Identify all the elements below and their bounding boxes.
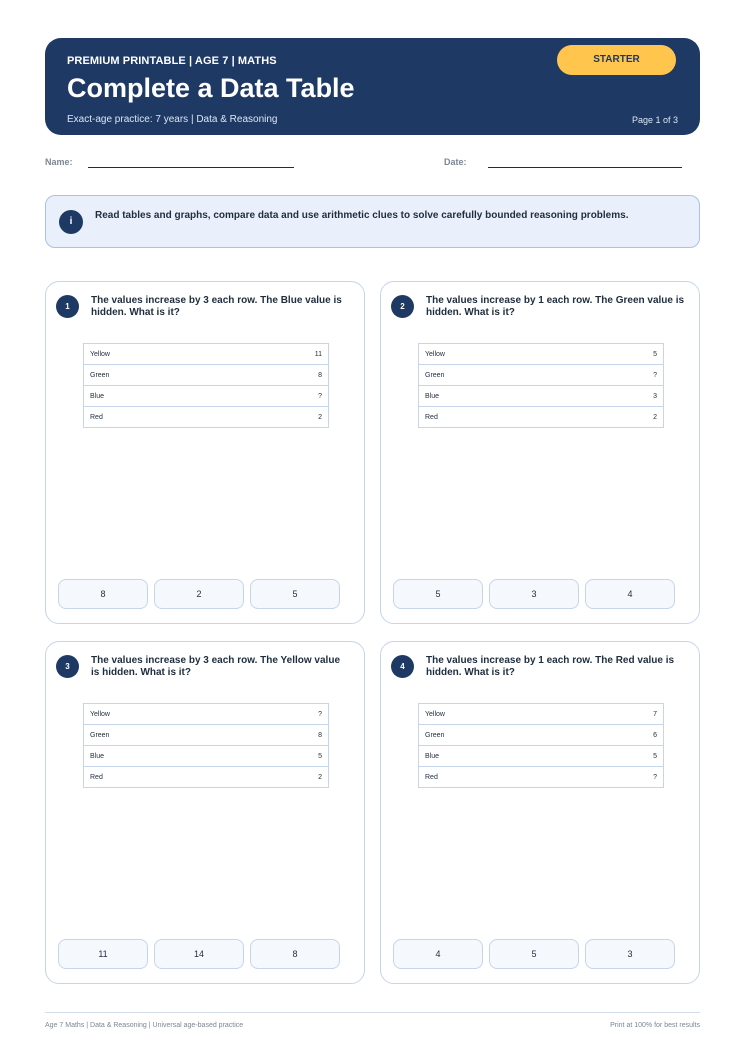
answer-option[interactable]: 5 [393, 579, 483, 609]
question-text: The values increase by 1 each row. The Red value is hidden. What is it? [426, 655, 675, 678]
row-value: 8 [236, 365, 329, 386]
answer-option[interactable]: 2 [154, 579, 244, 609]
row-label: Green [419, 725, 582, 746]
row-value: 6 [581, 725, 663, 746]
date-label: Date: [444, 157, 467, 167]
data-table [83, 343, 329, 428]
row-label: Yellow [84, 704, 247, 725]
answer-options [58, 579, 341, 609]
row-label: Green [84, 365, 236, 386]
question-number: 2 [391, 295, 414, 318]
row-label: Red [419, 767, 582, 788]
table-row [84, 407, 329, 428]
question-number: 3 [56, 655, 79, 678]
table-row [419, 407, 664, 428]
answer-options [58, 939, 341, 969]
question-number: 4 [391, 655, 414, 678]
row-value: 11 [236, 344, 329, 365]
question-number: 1 [56, 295, 79, 318]
data-table [418, 703, 664, 788]
question-card [380, 281, 700, 624]
question-card [45, 641, 365, 984]
answer-option[interactable]: 4 [393, 939, 483, 969]
question-text: The values increase by 1 each row. The Green value is hidden. What is it? [426, 295, 685, 318]
data-table [83, 703, 329, 788]
table-row [84, 386, 329, 407]
row-value: 5 [246, 746, 328, 767]
table-row [419, 725, 664, 746]
row-label: Blue [84, 386, 236, 407]
row-value: 7 [581, 704, 663, 725]
name-label: Name: [45, 157, 73, 167]
info-icon: i [59, 210, 83, 234]
row-value: 5 [581, 344, 663, 365]
table-row [84, 704, 329, 725]
row-value: 5 [581, 746, 663, 767]
table-row [84, 767, 329, 788]
answer-options [393, 939, 676, 969]
table-row [419, 704, 664, 725]
row-label: Red [84, 407, 236, 428]
answer-option[interactable]: 5 [250, 579, 340, 609]
row-label: Yellow [419, 704, 582, 725]
page-indicator: Page 1 of 3 [631, 115, 678, 125]
question-text: The values increase by 3 each row. The Yellow value is hidden. What is it? [91, 655, 341, 678]
footer-left: Age 7 Maths | Data & Reasoning | Universal age-based practice [45, 1022, 244, 1029]
row-value: 2 [581, 407, 663, 428]
info-text: Read tables and graphs, compare data and use arithmetic clues to solve carefully bounded reasoning problems. [95, 210, 629, 221]
row-value: ? [236, 386, 329, 407]
table-row [419, 767, 664, 788]
row-value: 3 [581, 386, 663, 407]
answer-option[interactable]: 5 [489, 939, 579, 969]
row-value: ? [581, 365, 663, 386]
question-text: The values increase by 3 each row. The Blue value is hidden. What is it? [91, 295, 342, 318]
name-field[interactable] [88, 167, 294, 168]
answer-option[interactable]: 11 [58, 939, 148, 969]
answer-option[interactable]: 8 [58, 579, 148, 609]
row-label: Blue [419, 746, 582, 767]
answer-option[interactable]: 4 [585, 579, 675, 609]
row-label: Red [84, 767, 247, 788]
question-card [45, 281, 365, 624]
row-label: Blue [419, 386, 582, 407]
footer-right: Print at 100% for best results [610, 1022, 700, 1029]
row-value: ? [581, 767, 663, 788]
answer-option[interactable]: 14 [154, 939, 244, 969]
worksheet-header [45, 38, 700, 135]
answer-option[interactable]: 3 [585, 939, 675, 969]
row-label: Red [419, 407, 582, 428]
table-row [84, 344, 329, 365]
answer-option[interactable]: 3 [489, 579, 579, 609]
row-label: Green [419, 365, 582, 386]
data-table [418, 343, 664, 428]
table-row [419, 386, 664, 407]
row-value: 2 [236, 407, 329, 428]
table-row [419, 365, 664, 386]
page-title: Complete a Data Table [67, 73, 355, 103]
row-label: Green [84, 725, 247, 746]
footer-divider [45, 1012, 700, 1013]
row-label: Blue [84, 746, 247, 767]
table-row [84, 746, 329, 767]
row-value: 2 [246, 767, 328, 788]
table-row [84, 725, 329, 746]
row-label: Yellow [84, 344, 236, 365]
row-value: 8 [246, 725, 328, 746]
answer-option[interactable]: 8 [250, 939, 340, 969]
info-banner [45, 195, 700, 248]
table-row [419, 344, 664, 365]
level-badge: STARTER [557, 45, 676, 75]
table-row [84, 365, 329, 386]
header-subtitle: Exact-age practice: 7 years | Data & Reasoning [67, 114, 278, 125]
row-value: ? [246, 704, 328, 725]
question-card [380, 641, 700, 984]
answer-options [393, 579, 676, 609]
header-tag: PREMIUM PRINTABLE | AGE 7 | MATHS [67, 55, 277, 67]
date-field[interactable] [488, 167, 682, 168]
table-row [419, 746, 664, 767]
row-label: Yellow [419, 344, 582, 365]
